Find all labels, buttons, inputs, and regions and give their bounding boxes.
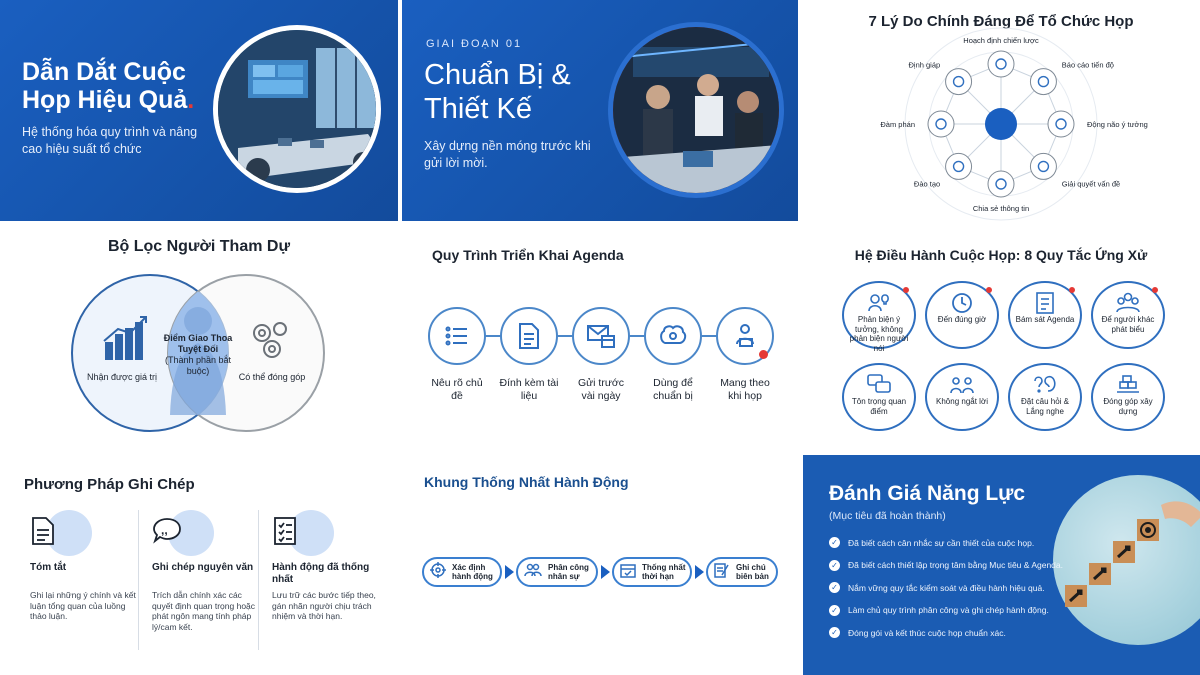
chart-icon [1030, 69, 1056, 95]
slide-intro[interactable] [0, 0, 398, 221]
rule-dot [1152, 287, 1158, 293]
step-1[interactable] [426, 307, 488, 403]
framework-step-2[interactable] [516, 557, 598, 587]
method-text: Ghi lại những ý chính và kết luận tổng quan của luồng thảo luận. [30, 590, 136, 621]
people-icon [524, 563, 542, 582]
step-3[interactable] [570, 307, 632, 403]
slide-title: 7 Lý Do Chính Đáng Để Tổ Chức Họp [868, 13, 1134, 30]
step-5[interactable] [714, 307, 776, 403]
slide-title: Hệ Điều Hành Cuộc Họp: 8 Quy Tắc Ứng Xử [854, 247, 1148, 263]
conversation-icon [927, 373, 997, 397]
reason-label: Báo cáo tiến độ [1061, 60, 1114, 70]
slide-self-assessment[interactable] [803, 455, 1200, 675]
slide-title: Chuẩn Bị & Thiết Kế [424, 59, 571, 125]
slide-phase-01[interactable] [402, 0, 798, 221]
group-icon [1093, 291, 1163, 315]
rule-label: Bám sát Agenda [1015, 315, 1075, 324]
rule-7[interactable] [1008, 363, 1082, 431]
framework-step-4[interactable] [706, 557, 778, 587]
method-heading: Ghi chép nguyên văn [152, 562, 254, 573]
rule-label: Để người khác phát biểu [1101, 315, 1155, 334]
slide-seven-reasons[interactable] [802, 0, 1200, 221]
lightbulb-icon [1048, 111, 1074, 137]
arrow-icon [601, 565, 610, 579]
step-label: Ghi chú biên bản [736, 563, 769, 581]
step-label: Nêu rõ chủ đề [431, 377, 483, 402]
slide-note-methods[interactable] [0, 454, 398, 675]
hands-blocks-icon [1093, 373, 1163, 397]
gears-icon [1030, 153, 1056, 179]
question-ear-icon [1010, 373, 1080, 397]
rule-dot [903, 287, 909, 293]
meeting-room-photo [213, 25, 381, 193]
slide-title: Quy Trình Triển Khai Agenda [432, 247, 624, 263]
step-label: Dùng để chuẩn bị [653, 377, 693, 402]
center-node [985, 108, 1017, 140]
list-icon [428, 307, 486, 365]
arrow-icon [505, 565, 514, 579]
slide-action-framework[interactable] [402, 454, 798, 675]
rule-dot [1069, 287, 1075, 293]
people-icon [946, 69, 972, 95]
rule-label: Phản biện ý tưởng, không phản biện người nói [849, 315, 909, 353]
slide-title: Dẫn Dắt Cuộc Họp Hiệu Quả. [22, 58, 195, 114]
target-icon [430, 562, 446, 583]
slide-subtitle: Xây dựng nền móng trước khi gửi lời mời. [424, 139, 591, 170]
brain-gear-icon [644, 307, 702, 365]
step-label: Xác định hành động [452, 563, 493, 581]
team-meeting-photo [608, 22, 784, 198]
slide-title: Đánh Giá Năng Lực [829, 482, 1026, 505]
slide-subtitle: Hệ thống hóa quy trình và nâng cao hiệu suất tổ chức [22, 125, 198, 156]
slide-eight-rules[interactable] [802, 225, 1200, 450]
rule-4[interactable] [1091, 281, 1165, 349]
slide-subtitle: (Mục tiêu đã hoàn thành) [829, 510, 946, 522]
speech-bubbles-icon [844, 373, 914, 397]
arrow-icon [695, 565, 704, 579]
compass-icon [988, 51, 1014, 77]
network-icon [988, 171, 1014, 197]
reason-label: Định giáp [908, 60, 941, 70]
check-icon: ✓ [829, 627, 840, 638]
method-heading: Tóm tắt [30, 562, 67, 573]
rule-label: Đặt câu hỏi & Lắng nghe [1020, 397, 1070, 416]
rule-label: Tôn trọng quan điểm [851, 397, 907, 416]
objective-item: ✓ Đã biết cách thiết lập trọng tâm bằng Mục tiêu & Agenda. [829, 560, 1074, 571]
objective-item: ✓ Làm chủ quy trình phân công và ghi chép hành động. [829, 605, 1074, 616]
step-label: Mang theo khi họp [720, 377, 770, 402]
step-label: Đính kèm tài liệu [499, 377, 559, 402]
graduation-cap-icon [946, 153, 972, 179]
rule-dot [986, 287, 992, 293]
notepad-pen-icon [714, 562, 730, 583]
step-label: Gửi trước vài ngày [577, 377, 625, 402]
divider [138, 510, 139, 650]
intersection-text [158, 333, 238, 377]
rule-3[interactable] [1008, 281, 1082, 349]
slide-attendee-filter[interactable] [0, 225, 398, 450]
step-4[interactable] [642, 307, 704, 403]
rule-2[interactable] [925, 281, 999, 349]
slide-agenda-process[interactable] [402, 225, 798, 450]
rule-8[interactable] [1091, 363, 1165, 431]
objective-item: ✓ Nắm vững quy tắc kiểm soát và điều hành hiệu quả. [829, 582, 1074, 593]
document-icon [30, 516, 56, 551]
check-icon: ✓ [829, 582, 840, 593]
reason-label: Giải quyết vấn đề [1061, 179, 1121, 189]
reasons-radial-diagram [802, 0, 1200, 221]
check-icon: ✓ [829, 560, 840, 571]
quote-bubble-icon [152, 516, 182, 549]
rule-1[interactable] [842, 281, 916, 353]
calendar-check-icon [620, 562, 636, 583]
slide-title: Bộ Lọc Người Tham Dự [107, 238, 291, 255]
person-laptop-icon [716, 307, 774, 365]
highlight-dot [759, 350, 768, 359]
intersection-title: Điểm Giao Thoa Tuyệt Đối [163, 333, 233, 354]
check-icon: ✓ [829, 537, 840, 548]
growth-steps-illustration [1053, 475, 1200, 645]
objective-item: ✓ Đóng gói và kết thúc cuộc họp chuẩn xác. [829, 627, 1074, 638]
reason-label: Đào tạo [913, 179, 941, 189]
rule-5[interactable] [842, 363, 916, 431]
framework-step-3[interactable] [612, 557, 692, 587]
reason-label: Đàm phán [880, 120, 915, 129]
right-circle-label: Có thể đóng góp [238, 372, 306, 382]
svg-text:,,: ,, [161, 523, 168, 537]
rule-label: Không ngắt lời [936, 397, 988, 406]
rule-label: Đóng góp xây dựng [1103, 397, 1153, 416]
objectives-list [829, 537, 1074, 650]
checklist-icon [272, 516, 298, 551]
objective-item: ✓ Đã biết cách cân nhắc sự cần thiết của cuộc họp. [829, 537, 1074, 548]
document-icon [500, 307, 558, 365]
check-icon: ✓ [829, 605, 840, 616]
framework-step-1[interactable] [422, 557, 502, 587]
handshake-icon [928, 111, 954, 137]
method-text: Lưu trữ các bước tiếp theo, gán nhãn người chịu trách nhiệm và thời hạn. [272, 590, 376, 621]
clock-icon [927, 291, 997, 315]
rule-6[interactable] [925, 363, 999, 431]
reason-label: Hoạch định chiến lược [963, 36, 1039, 45]
step-label: Phân công nhân sự [548, 563, 589, 581]
slide-title: Phương Pháp Ghi Chép [24, 476, 195, 493]
slide-title: Khung Thống Nhất Hành Động [424, 474, 629, 490]
left-circle-label: Nhận được giá trị [87, 372, 157, 382]
phase-kicker: GIAI ĐOẠN 01 [426, 38, 523, 50]
checklist-icon [1010, 291, 1080, 315]
mail-calendar-icon [572, 307, 630, 365]
step-2[interactable] [498, 307, 560, 403]
method-text: Trích dẫn chính xác các quyết định quan trọng hoặc phát ngôn mang tính pháp lý/cam kết. [152, 590, 256, 632]
divider [258, 510, 259, 650]
title-dot: . [187, 86, 195, 114]
step-label: Thống nhất thời hạn [642, 563, 686, 581]
intersection-subtitle: (Thành phần bắt buộc) [164, 355, 232, 376]
rule-label: Đến đúng giờ [937, 315, 987, 324]
process-steps [426, 307, 786, 427]
idea-person-icon [844, 291, 914, 315]
method-heading: Hành động đã thống nhất [272, 562, 370, 585]
reason-label: Chia sẻ thông tin [972, 204, 1030, 213]
reason-label: Động não ý tưởng [1087, 120, 1148, 129]
